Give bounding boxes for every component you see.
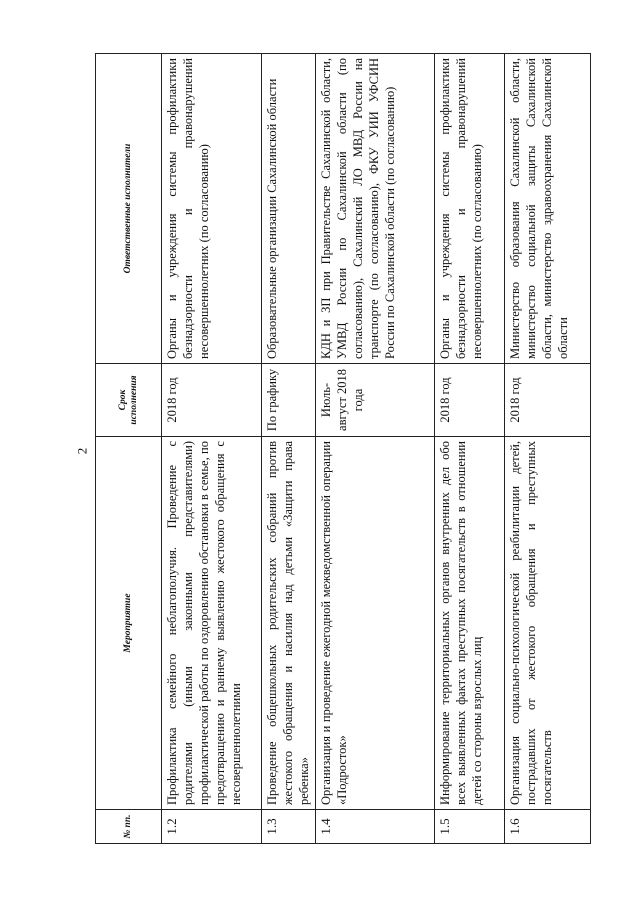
table-row: [505, 54, 591, 844]
row-executors: Органы и учреждения системы профилактики безнадзорности и правонарушений несовершеннолетних (по согласованию): [435, 54, 505, 364]
row-term: Июль-август 2018 года: [316, 364, 435, 437]
row-event: Профилактика семейного неблагополучия. Проведение с родителями (иными законными представителями) профилактической работы по оздоровлению обстановки в семье, по предотвращению и раннему выявлению жестокого обращения с несовершеннолетними: [162, 437, 262, 810]
row-event: Организация и проведение ежегодной межведомственной операции «Подросток»: [316, 437, 435, 810]
header-num: № пп.: [96, 810, 162, 844]
row-term: 2018 год: [435, 364, 505, 437]
row-num: 1.3: [262, 810, 316, 844]
row-term: 2018 год: [505, 364, 591, 437]
rotated-page-content: [95, 54, 570, 844]
row-event: Организация социально-психологической реабилитации детей, пострадавших от жестокого обращения и преступных посягательств: [505, 437, 591, 810]
row-term: По графику: [262, 364, 316, 437]
header-term: Срок исполнения: [96, 364, 162, 437]
events-table: [95, 53, 591, 844]
row-num: 1.5: [435, 810, 505, 844]
row-executors: КДН и ЗП при Правительстве Сахалинской области, УМВД России по Сахалинской области (по согласованию), Сахалинский ЛО МВД России на транспорте (по согласованию), ФКУ УИИ УФСИН России по Сахалинской области (по согласованию): [316, 54, 435, 364]
row-executors: Министерство образования Сахалинской области, министерство социальной защиты Сахалинской области, министерство здравоохранения Сахалинской области: [505, 54, 591, 364]
header-event: Мероприятие: [96, 437, 162, 810]
header-executors: Ответственные исполнители: [96, 54, 162, 364]
row-term: 2018 год: [162, 364, 262, 437]
page-number: 2: [74, 447, 90, 455]
table-row: [435, 54, 505, 844]
row-num: 1.4: [316, 810, 435, 844]
row-event: Информирование территориальных органов внутренних дел обо всех выявленных фактах преступных посягательств в отношении детей со стороны взрослых лиц: [435, 437, 505, 810]
table-row: [316, 54, 435, 844]
table-row: [162, 54, 262, 844]
row-executors: Образовательные организации Сахалинской области: [262, 54, 316, 364]
row-num: 1.6: [505, 810, 591, 844]
row-num: 1.2: [162, 810, 262, 844]
table-row: [262, 54, 316, 844]
row-event: Проведение общешкольных родительских собраний против жестокого обращения и насилия над детьми «Защити права ребенка»: [262, 437, 316, 810]
row-executors: Органы и учреждения системы профилактики безнадзорности и правонарушений несовершеннолетних (по согласованию): [162, 54, 262, 364]
table-header-row: [96, 54, 162, 844]
